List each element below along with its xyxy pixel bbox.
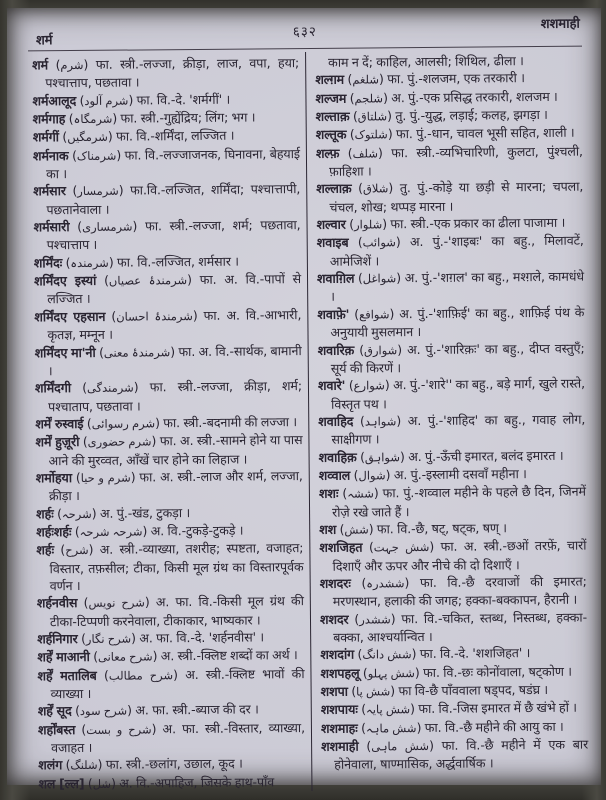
headword: शर्हें मतालिब bbox=[37, 667, 97, 684]
dictionary-entry: शशजिहत (شش جہت) फा. अ. स्त्री.-छओं तरफ़ें, चारों दिशाएँ और ऊपर और नीचे की दो दिशाएँ । bbox=[319, 537, 587, 574]
dictionary-entry: शर्मिंदए मा'नी (شرمندۂ معنی) फा. अ. वि.-सार्थक, बामानी । bbox=[34, 342, 302, 379]
urdu-script: شش پایہ bbox=[365, 702, 411, 717]
headword: शशपहलू bbox=[320, 665, 360, 681]
definition: अ. वि.-अपाहिज, जिसके हाथ-पाँव bbox=[119, 774, 275, 791]
headword: शर्होंबस्त bbox=[37, 721, 76, 738]
urdu-script: شرمگاہ bbox=[73, 111, 113, 127]
dictionary-entry: शशपायः (شش پایہ) फा. वि.-जिस इमारत में छै खंभे हों । bbox=[320, 700, 577, 718]
headword: शशपा bbox=[320, 683, 348, 699]
definition: अ. पुं.-एक प्रसिद्ध तरकारी, शलजम । bbox=[391, 88, 558, 105]
dictionary-entry: शशदर (ششدر) फा. वि.-चकित, स्तब्ध, निस्तब्ध, हक्का-बक्का, आश्चर्यान्वित । bbox=[319, 609, 588, 645]
dictionary-entry: शवारिक़ (شوارق) अ. पुं.-'शारिक़ः' का बहु., दीप्त वस्तुएँ; सूर्य की किरणें । bbox=[317, 340, 585, 376]
page-number: ६३२ bbox=[292, 23, 317, 41]
headword: शर्में हुज़ूरी bbox=[35, 434, 80, 450]
dictionary-entry: शल्जम (شلجم) अ. पुं.-एक प्रसिद्ध तरकारी, शलजम । bbox=[315, 88, 558, 106]
dictionary-entry: शवाइब (شوائب) अ. पुं.-'शाइबः' का बहु., मिलावटें, आमेजिशें । bbox=[316, 233, 584, 269]
headword: शवारे' bbox=[317, 377, 346, 394]
urdu-script: شرم bbox=[60, 57, 84, 73]
definition: अ. पुं.-खंड, टुकड़ा । bbox=[99, 504, 191, 521]
definition: अ. वि.-टुकड़े-टुकड़े । bbox=[150, 522, 244, 539]
urdu-script: شش ماہہ bbox=[365, 720, 417, 736]
urdu-script: شرمندۂ معنی bbox=[103, 344, 171, 360]
dictionary-entry: शशपा (شش پا) फा वि-छै पाँववाला षड्पद, षडंघ्र । bbox=[320, 681, 549, 699]
headword: शर्हःशर्हः bbox=[36, 524, 72, 540]
definition: अ. पुं.-'शाइबः' का बहु., मिलावटें, आमेजिशें । bbox=[329, 233, 584, 269]
dictionary-entry: शवाहिक़ (شواہق) अ. पुं.-ऊँची इमारत, बलंद इमारत । bbox=[318, 447, 564, 465]
dictionary-entry: शर्हःशर्हः (شرحہ شرحہ) अ. वि.-टुकड़े-टुकड़े । bbox=[36, 522, 244, 540]
headword: शवाहिक़ bbox=[318, 449, 357, 465]
urdu-script: شلغم bbox=[352, 72, 380, 87]
headword: शल्फ़ bbox=[315, 145, 340, 161]
definition: फा. वि.-छै महीने की आयु का । bbox=[424, 718, 564, 735]
definition: फा. अ. स्त्री.-लाज और शर्म, लज्जा, क्रीड़ा । bbox=[48, 467, 303, 504]
left-column bbox=[28, 52, 311, 793]
urdu-script: شرمندۂ احسان bbox=[116, 308, 193, 324]
headword: शर्मिंदए एहसान bbox=[34, 308, 106, 325]
dictionary-entry: शर्मिंदगी (شرمندگی) फा. स्त्री.-लज्जा, क्रीड़ा, शर्म; पश्चाताप, पछतावा । bbox=[34, 378, 303, 414]
headword: शर्मोहया bbox=[35, 469, 73, 486]
urdu-script: شرمندۂ عصیاں bbox=[108, 273, 188, 288]
definition: फा. स्त्री.-बदनामी की लज्जा । bbox=[163, 413, 298, 431]
dictionary-entry: शशः (ششہ) फा. पुं.-शव्वाल महीने के पहले छै दिन, जिनमें रोज़े रखे जाते हैं । bbox=[318, 483, 586, 520]
definition: फा. वि.-छै महीने में एक बार होनेवाला, षाण्मासिक, अर्द्धवार्षिक । bbox=[334, 736, 589, 773]
definition: फा. पुं.-शव्वाल महीने के पहले छै दिन, जिनमें रोज़े रखे जाते हैं । bbox=[331, 483, 586, 520]
definition: अ. पुं.-इस्लामी दसवाँ महीना । bbox=[393, 466, 527, 483]
definition: फा. अ. वि.-पापों से लज्जित । bbox=[47, 271, 302, 307]
headword: शलंग bbox=[38, 757, 63, 773]
dictionary-entry: शर्मगाह (شرمگاہ) फा. स्त्री.-गुह्येंद्रिय; लिंग; भग । bbox=[32, 109, 256, 127]
definition: फा. स्त्री.-व्यभिचारिणी, कुलटा, पुंश्चली, फ़ाहिशा । bbox=[329, 143, 583, 179]
definition: अ. फा. वि.-दे. 'शर्हनवीस' । bbox=[139, 629, 265, 646]
definition: फा. वि.-लज्जित, शर्मसार । bbox=[116, 253, 239, 270]
dictionary-entry: शशमाहः (شش ماہہ) फा. वि.-छै महीने की आयु का । bbox=[320, 718, 564, 736]
definition: फा.वि.-लज्जित, शर्मिंदा; पश्चात्तापी, पछतानेवाला । bbox=[46, 181, 301, 218]
urdu-script: شش پا bbox=[356, 684, 391, 699]
definition: फा. स्त्री.-लज्जा, शर्म; पछतावा, पश्चात्ताप । bbox=[46, 217, 301, 253]
urdu-script: شرم رسوائی bbox=[91, 416, 156, 431]
urdu-script: شلتوک bbox=[354, 127, 388, 142]
definition: अ. पुं.-ऊँची इमारत, बलंद इमारत । bbox=[408, 447, 564, 464]
headword: शश bbox=[319, 521, 337, 537]
urdu-script: شش ماہی bbox=[371, 739, 430, 754]
headword: शर्मसारी bbox=[33, 219, 70, 235]
definition: फा. पुं.-धान, चावल भूसी सहित, शाली । bbox=[395, 125, 575, 142]
urdu-script: ششہ bbox=[347, 486, 374, 501]
dictionary-entry: शल्वार (شلوار) फा. स्त्री.-एक प्रकार का ढीला पाजामा । bbox=[316, 214, 566, 233]
urdu-script: شش جہت bbox=[373, 540, 430, 555]
dictionary-entry: शर्में रुस्वाई (شرم رسوائی) फा. स्त्री.-बदनामी की लज्जा । bbox=[35, 413, 298, 432]
definition: फा. वि.-जिस इमारत में छै खंभे हों । bbox=[418, 700, 577, 717]
urdu-script: شرم آلود bbox=[84, 93, 129, 108]
dictionary-entry: शर्म (شرم) फा. स्त्री.-लज्जा, क्रीड़ा, लाज, वपा, हया; पश्चात्ताप, पछतावा । bbox=[32, 55, 300, 91]
dictionary-entry: शशमाही (شش ماہی) फा. वि.-छै महीने में एक बार होनेवाला, षाण्मासिक, अर्द्धवार्षिक । bbox=[321, 736, 589, 773]
urdu-script: شوارق bbox=[363, 342, 398, 358]
headword: शशदर bbox=[319, 611, 349, 627]
headword: शल्तूक bbox=[315, 127, 347, 143]
urdu-script: شرم حضوری bbox=[87, 434, 152, 450]
dictionary-entry: शर्मगीं (شرمگیں) फा. वि.-शर्मिंदा, लज्जित । bbox=[32, 128, 235, 145]
two-column-text bbox=[28, 50, 588, 794]
headword: शर्मगाह bbox=[32, 111, 66, 127]
headword: शर्हनवीस bbox=[36, 595, 78, 611]
urdu-script: شرمندہ bbox=[70, 255, 109, 270]
headword: शशदांग bbox=[320, 646, 355, 663]
dictionary-entry: शर्होंबस्त (شرح و بست) अ. फा. स्त्री.-विस्तार, व्याख्या, वजाहत । bbox=[37, 719, 306, 756]
urdu-script: شرمساری bbox=[81, 219, 133, 235]
definition: अ. फा. स्त्री.-विस्तार, व्याख्या, वजाहत । bbox=[51, 719, 306, 756]
urdu-script: شوافع bbox=[358, 307, 390, 322]
definition: फा. वि.-छै, षट्, षट्क, षण् । bbox=[376, 520, 507, 537]
headword: शल्वार bbox=[316, 216, 346, 233]
definition: फा. वि.-दे. 'शशजिहत' । bbox=[419, 645, 531, 662]
headword: शर्हः bbox=[35, 505, 54, 521]
dictionary-entry: शशदरः (ششدرہ) फा. वि.-छै दरवाजों की इमारत; मरणस्थान, हलाकी की जगह; हक्का-बक्कापन, हैरानी । bbox=[319, 573, 587, 610]
headword: शर्मआलूद bbox=[32, 92, 77, 109]
definition: फा. वि.-छै दरवाजों की इमारत; मरणस्थान, हलाकी की जगह; हक्का-बक्कापन, हैरानी । bbox=[332, 573, 587, 610]
dictionary-entry: शर्हें सूद (شرح سود) अ. फा. स्त्री.-ब्याज की दर । bbox=[37, 701, 259, 719]
headword: शर्में रुस्वाई bbox=[35, 415, 84, 432]
definition: अ. पुं.-'शारिक़ः' का बहु., दीप्त वस्तुएँ; सूर्य की किरणें । bbox=[330, 340, 585, 376]
definition: फा. अ. वि.-आभारी, कृतज्ञ, मम्नून । bbox=[47, 306, 302, 343]
urdu-script: شرح و بست bbox=[86, 722, 152, 737]
dictionary-entry: शल्तूक (شلتوک) फा. पुं.-धान, चावल भूसी सहित, शाली । bbox=[315, 125, 575, 143]
urdu-script: شواغل bbox=[362, 271, 397, 286]
dictionary-entry: शलंग (شلنگ) फा. स्त्री.-छलांग, उछाल, कूद । bbox=[38, 755, 243, 773]
definition: फा. स्त्री.-लज्जा, क्रीड़ा, शर्म; पश्चाताप, पछतावा । bbox=[48, 378, 303, 414]
running-header bbox=[28, 14, 582, 49]
headword: शल [ल्ल] bbox=[38, 775, 85, 792]
dictionary-entry: शल [ल्ल] (شل) अ. वि.-अपाहिज, जिसके हाथ-पाँव bbox=[38, 774, 275, 792]
definition: फा. वि.-छः कोनोंवाला, षट्कोण । bbox=[422, 663, 572, 680]
urdu-script: شرح نگار bbox=[85, 631, 132, 646]
urdu-script: شلتاق bbox=[357, 109, 388, 124]
definition: फा. वि.-शर्मिंदा, लज्जित । bbox=[116, 128, 235, 145]
right-column column-divider bbox=[305, 50, 588, 791]
definition: तु. पुं.-कोड़े या छड़ी से मारना; चपला, चंचल, शोख; थप्पड़ मारना । bbox=[329, 178, 584, 215]
urdu-script: شرحہ bbox=[61, 506, 92, 521]
dictionary-entry: शवाहिद (شواہد) अ. पुं.-'शाहिद' का बहु., गवाह लोग, साक्षीगण । bbox=[318, 411, 586, 448]
definition: अ. स्त्री.-क्लिष्ट शब्दों का अर्थ । bbox=[160, 647, 298, 664]
definition: फा. वि.-दे. 'शर्मगीं' । bbox=[136, 91, 231, 108]
urdu-script: شرمناک bbox=[76, 148, 117, 163]
urdu-script: شلجم bbox=[354, 91, 384, 106]
definition: फा. स्त्री.-एक प्रकार का ढीला पाजामा । bbox=[390, 214, 566, 232]
urdu-script: شل bbox=[92, 776, 112, 791]
headword: शर्मिंदए इस्यां bbox=[33, 272, 97, 289]
dictionary-entry: शवारे' (شوارع) अ. पुं.-'शारे'' का बहु., बड़े मार्ग, खुले रास्ते, विस्तृत पथ । bbox=[317, 375, 586, 412]
urdu-script: شلنگ bbox=[70, 758, 98, 773]
definition: अ. फा. स्त्री.-ब्याज की दर । bbox=[135, 701, 259, 718]
dictionary-entry: शश (شش) फा. वि.-छै, षट्, षट्क, षण् । bbox=[319, 520, 507, 537]
dictionary-entry: शर्हें मतालिब (شرح مطالب) अ. स्त्री.-क्लिष्ट भावों की व्याख्या । bbox=[37, 665, 305, 702]
headword: शर्हनिगार bbox=[37, 631, 78, 647]
headword: शर्मसार bbox=[33, 183, 66, 199]
dictionary-entry: शर्हनवीस (شرح نویس) अ. फा. वि.-किसी मूल ग्रंथ की टीका-टिप्पणी करनेवाला, टीकाकार, भाष्यकार । bbox=[36, 593, 304, 629]
dictionary-entry: शर्मिंदः (شرمندہ) फा. वि.-लज्जित, शर्मसार । bbox=[33, 253, 239, 271]
definition: अ. पुं.-'शग़ल' का बहु., मश्ग़ले, कामधंधे । bbox=[330, 268, 585, 305]
definition: अ. स्त्री.-क्लिष्ट भावों की व्याख्या । bbox=[50, 665, 305, 702]
definition: अ. पुं.-'शाफ़िई' का बहु., शाफ़िई पंथ के अनुयायी मुसलमान । bbox=[330, 304, 585, 340]
headword: शर्मिंदः bbox=[33, 254, 63, 271]
definition: अ. स्त्री.-व्याख्या, तशरीह; स्पष्टता, वजाहत; विस्तार, तफ़सील; टीका, किसी मूल ग्रंथ का विस्तारपूर्वक वर्णन । bbox=[49, 540, 304, 594]
urdu-script: شرح مطالب bbox=[108, 667, 174, 683]
headword: शल्लाक़ bbox=[316, 181, 352, 197]
urdu-script: شواہق bbox=[364, 449, 401, 465]
headword: शशः bbox=[318, 485, 339, 502]
dictionary-entry: शर्मआलूद (شرم آلود) फा. वि.-दे. 'शर्मगीं' । bbox=[32, 91, 231, 109]
headword: शर्हें सूद bbox=[37, 703, 72, 719]
dictionary-entry: शव्वाल (شوال) अ. पुं.-इस्लामी दसवाँ महीना । bbox=[318, 466, 527, 483]
dictionary-entry: शल्ताक़ (شلتاق) तु. पुं.-युद्ध, लड़ाई; कलह, झगड़ा । bbox=[315, 106, 548, 124]
headword: शशपायः bbox=[320, 701, 358, 718]
definition: फा. अ. स्त्री.-छओं तरफ़ें, चारों दिशाएँ और ऊपर और नीचे की दो दिशाएँ । bbox=[332, 537, 587, 574]
definition: फा. अ. स्त्री.-सामने होने या पास आने की मुरव्वत, आँखें चार होने का लिहाज । bbox=[48, 432, 303, 468]
headword: शर्मगीं bbox=[32, 129, 60, 145]
headword: शवाहिद bbox=[318, 413, 354, 429]
urdu-script: شرحہ شرحہ bbox=[79, 524, 143, 539]
urdu-script: شرمگیں bbox=[67, 130, 108, 145]
dictionary-entry: शर्मसार (شرمسار) फा.वि.-लज्जित, शर्मिंदा; पश्चात्तापी, पछतानेवाला । bbox=[33, 181, 301, 218]
urdu-script: شوارع bbox=[353, 378, 385, 393]
header-last-word: शशमाही bbox=[540, 16, 580, 32]
headword: शवाग़िल bbox=[316, 270, 355, 287]
headword: शवाफ़े' bbox=[317, 306, 350, 322]
dictionary-entry: शर्हनिगार (شرح نگار) अ. फा. वि.-दे. 'शर्हनवीस' । bbox=[37, 629, 265, 647]
definition: काम न दें; काहिल, आलसी; शिथिल, ढीला । bbox=[328, 53, 524, 70]
headword: शर्मनाक bbox=[32, 147, 69, 164]
dictionary-entry: शर्हः (شرحہ) अ. पुं.-खंड, टुकड़ा । bbox=[35, 504, 191, 521]
dictionary-entry: शर्मिंदए इस्यां (شرمندۂ عصیاں) फा. अ. वि.-पापों से लज्जित । bbox=[33, 271, 302, 307]
dictionary-entry: शर्हें माआनी (شرح معانی) अ. स्त्री.-क्लिष्ट शब्दों का अर्थ । bbox=[37, 647, 298, 665]
dictionary-entry: शवाफ़े' (شوافع) अ. पुं.-'शाफ़िई' का बहु., शाफ़िई पंथ के अनुयायी मुसलमान । bbox=[317, 304, 585, 340]
urdu-script: شرمندگی bbox=[86, 380, 134, 396]
headword: शल्जम bbox=[315, 90, 347, 106]
definition: फा. स्त्री.-छलांग, उछाल, कूद । bbox=[105, 755, 243, 773]
headword: शवारिक़ bbox=[317, 342, 355, 358]
dictionary-entry: शल्ग़म (شلغم) फा. पुं.-शलजम, एक तरकारी । bbox=[315, 70, 525, 88]
definition: फा. स्त्री.-लज्जा, क्रीड़ा, लाज, वपा, हया; पश्चात्ताप, पछतावा । bbox=[45, 55, 300, 91]
definition: फा. वि.-लज्जाजनक, घिनावना, बेहयाई का । bbox=[46, 145, 301, 182]
definition: अ. फा. वि.-किसी मूल ग्रंथ की टीका-टिप्पणी करनेवाला, टीकाकार, भाष्यकार । bbox=[49, 593, 304, 629]
urdu-script: شرح سود bbox=[79, 703, 128, 719]
urdu-script: شش bbox=[344, 522, 369, 537]
headword: शशमाही bbox=[321, 738, 359, 754]
definition: फा. वि.-चकित, स्तब्ध, निस्तब्ध, हक्का-बक्का, आश्चर्यान्वित । bbox=[333, 609, 588, 645]
urdu-script: شواہد bbox=[364, 414, 397, 429]
urdu-script: شلف bbox=[352, 146, 378, 161]
headword: शल्ग़म bbox=[315, 72, 345, 88]
urdu-script: شرح معانی bbox=[97, 649, 153, 665]
definition: अ. पुं.-'शारे'' का बहु., बड़े मार्ग, खुले रास्ते, विस्तृत पथ । bbox=[331, 375, 586, 412]
dictionary-entry: शल्लाक़ (شلاق) तु. पुं.-कोड़े या छड़ी से मारना; चपला, चंचल, शोख; थप्पड़ मारना । bbox=[316, 178, 584, 215]
headword: शर्मिंदए मा'नी bbox=[34, 344, 96, 360]
dictionary-page bbox=[7, 8, 601, 792]
urdu-script: شش پہلو bbox=[367, 665, 415, 681]
urdu-script: شلوار bbox=[353, 217, 383, 232]
headword: शर्म bbox=[32, 57, 49, 73]
headword: शर्हें माआनी bbox=[37, 649, 90, 665]
dictionary-entry: शर्मोहया (شرم و حیا) फा. अ. स्त्री.-लाज और शर्म, लज्जा, क्रीड़ा । bbox=[35, 467, 303, 504]
urdu-script: شوال bbox=[358, 468, 386, 483]
definition: फा. अ. वि.-सार्थक, बामानी । bbox=[47, 342, 302, 379]
urdu-script: ششدر bbox=[359, 611, 391, 627]
dictionary-entry: शल्फ़ (شلف) फा. स्त्री.-व्यभिचारिणी, कुलटा, पुंश्चली, फ़ाहिशा । bbox=[315, 143, 583, 179]
headword: शवाइब bbox=[316, 235, 349, 251]
urdu-script: شش دانگ bbox=[362, 647, 412, 662]
headword: शर्मिंदगी bbox=[34, 380, 72, 396]
dictionary-entry: शर्मनाक (شرمناک) फा. वि.-लज्जाजनक, घिनावना, बेहयाई का । bbox=[32, 145, 301, 182]
headword: शव्वाल bbox=[318, 467, 351, 483]
definition: तु. पुं.-युद्ध, लड़ाई; कलह, झगड़ा । bbox=[395, 106, 548, 124]
dictionary-entry: शर्मिंदए एहसान (شرمندۂ احسان) फा. अ. वि.-आभारी, कृतज्ञ, मम्नून । bbox=[34, 306, 302, 343]
dictionary-entry: शशदांग (شش دانگ) फा. वि.-दे. 'शशजिहत' । bbox=[320, 645, 531, 663]
headword: शर्हः bbox=[36, 542, 55, 558]
definition: फा वि-छै पाँववाला षड्पद, षडंघ्र । bbox=[398, 681, 549, 699]
urdu-script: شرم و حیا bbox=[80, 470, 131, 485]
definition: अ. पुं.-'शाहिद' का बहु., गवाह लोग, साक्षीगण । bbox=[331, 411, 586, 448]
header-first-word: शर्म bbox=[35, 33, 53, 49]
urdu-script: شلاق bbox=[362, 181, 389, 196]
dictionary-entry: शवाग़िल (شواغل) अ. पुं.-'शग़ल' का बहु., मश्ग़ले, कामधंधे । bbox=[316, 268, 585, 305]
headword: शशमाहः bbox=[320, 720, 358, 736]
headword: शल्ताक़ bbox=[315, 108, 350, 124]
definition: फा. पुं.-शलजम, एक तरकारी । bbox=[387, 70, 525, 87]
urdu-script: شرح نویس bbox=[88, 595, 145, 611]
dictionary-entry: शर्मसारी (شرمساری) फा. स्त्री.-लज्जा, शर्म; पछतावा, पश्चात्ताप । bbox=[33, 217, 301, 253]
dictionary-entry: शर्में हुज़ूरी (شرم حضوری) फा. अ. स्त्री.-सामने होने या पास आने की मुरव्वत, आँखें चार होने का लिहाज । bbox=[35, 432, 303, 468]
urdu-script: شوائب bbox=[362, 235, 396, 250]
urdu-script: ششدرہ bbox=[366, 576, 405, 591]
headword: शशदरः bbox=[319, 575, 351, 591]
dictionary-entry: शर्हः (شرح) अ. स्त्री.-व्याख्या, तशरीह; स्पष्टता, वजाहत; विस्तार, तफ़सील; टीका, किसी मूल ग्रंथ का विस्तारपूर्वक वर्णन । bbox=[36, 540, 304, 594]
page-content bbox=[28, 14, 589, 792]
headword: शशजिहत bbox=[319, 539, 363, 556]
urdu-script: شرح bbox=[65, 543, 89, 558]
definition: फा. स्त्री.-गुह्येंद्रिय; लिंग; भग । bbox=[120, 109, 256, 126]
dictionary-entry: शशपहलू (شش پہلو) फा. वि.-छः कोनोंवाला, षट्कोण । bbox=[320, 663, 572, 681]
urdu-script: شرمسار bbox=[77, 184, 119, 199]
